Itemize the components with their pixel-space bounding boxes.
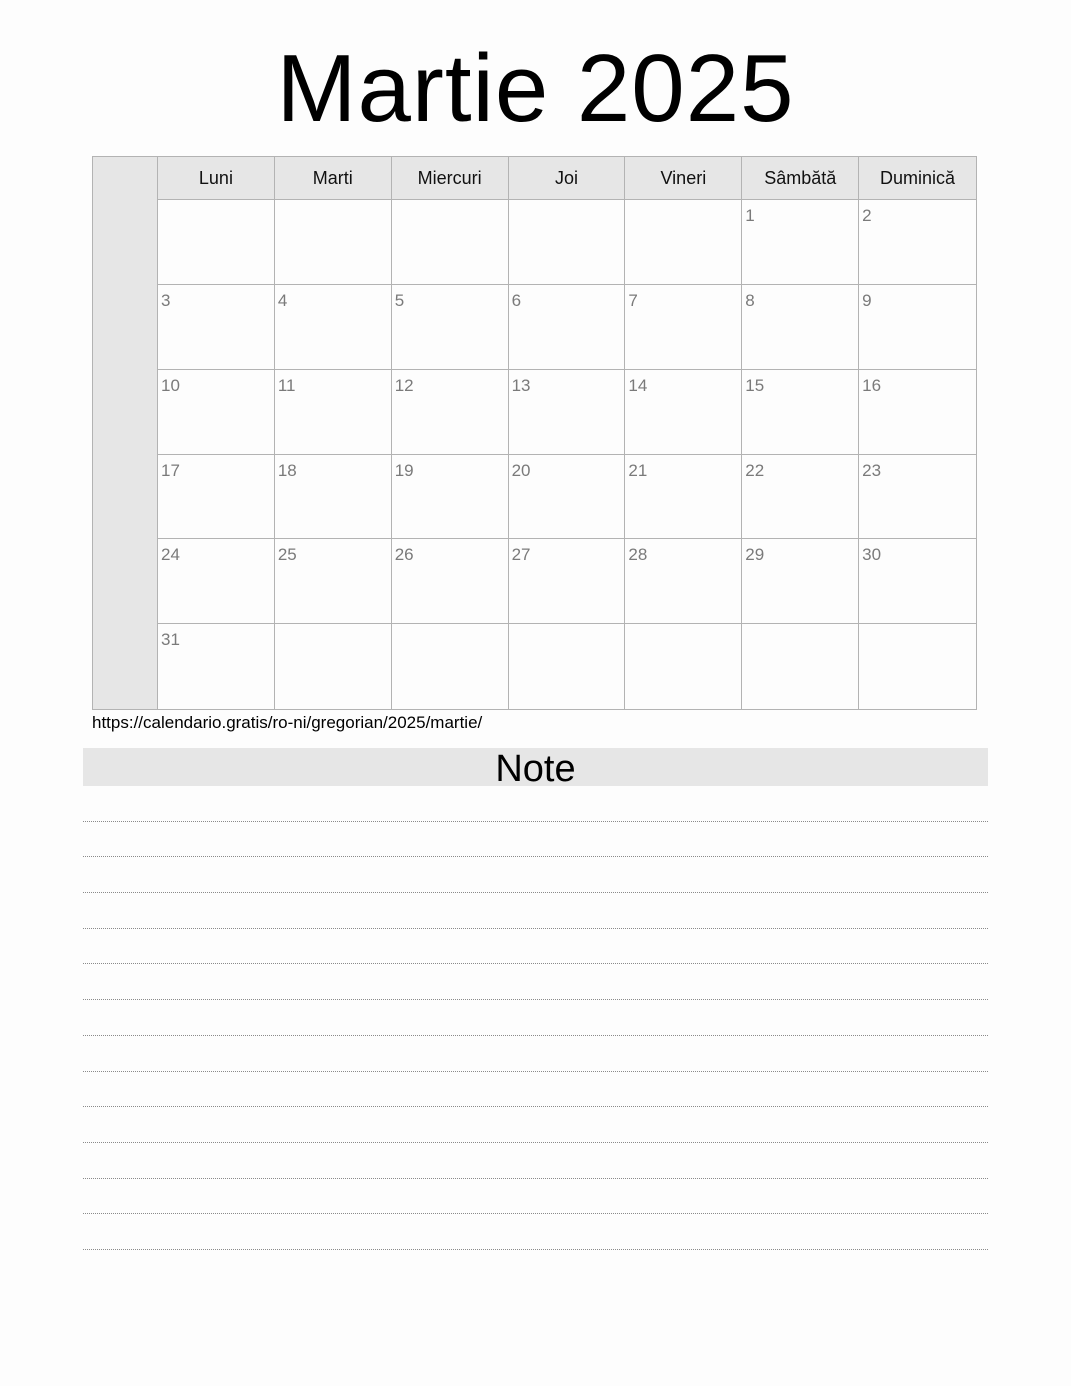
page-title: Martie 2025 — [276, 35, 795, 142]
day-number: 29 — [745, 545, 765, 565]
note-line[interactable] — [83, 1179, 988, 1215]
day-cell[interactable] — [509, 624, 626, 709]
day-cell[interactable] — [275, 370, 392, 455]
day-number: 7 — [628, 290, 638, 310]
day-cell[interactable] — [275, 285, 392, 370]
note-line[interactable] — [83, 964, 988, 1000]
source-url[interactable]: https://calendario.gratis/ro-ni/gregorian/2025/martie/ — [92, 713, 483, 732]
day-number: 23 — [862, 460, 882, 480]
weekday-header: Duminică — [859, 157, 976, 200]
day-cell[interactable] — [158, 200, 275, 285]
day-number: 15 — [745, 375, 765, 395]
notes-title: Note — [83, 748, 988, 786]
day-number: 22 — [745, 460, 765, 480]
day-cell[interactable] — [859, 370, 976, 455]
note-line[interactable] — [83, 1214, 988, 1250]
note-line[interactable] — [83, 857, 988, 893]
day-number: 14 — [628, 375, 648, 395]
note-line[interactable] — [83, 1000, 988, 1036]
day-number: 8 — [745, 290, 755, 310]
note-line[interactable] — [83, 1036, 988, 1072]
note-line[interactable] — [83, 1107, 988, 1143]
day-cell[interactable] — [275, 455, 392, 540]
day-cell[interactable] — [859, 455, 976, 540]
day-number: 21 — [628, 460, 648, 480]
day-number: 3 — [161, 290, 171, 310]
day-number: 11 — [277, 375, 296, 395]
week-number-column — [93, 157, 158, 709]
day-cell[interactable] — [509, 200, 626, 285]
day-cell[interactable] — [509, 539, 626, 624]
day-number: 13 — [511, 375, 531, 395]
day-cell[interactable] — [859, 624, 976, 709]
day-number: 20 — [511, 460, 531, 480]
day-number: 19 — [394, 460, 414, 480]
day-cell[interactable] — [392, 624, 509, 709]
note-line[interactable] — [83, 893, 988, 929]
day-number: 9 — [862, 290, 872, 310]
day-cell[interactable] — [859, 285, 976, 370]
day-cell[interactable] — [275, 200, 392, 285]
day-cell[interactable] — [859, 539, 976, 624]
day-cell[interactable] — [392, 285, 509, 370]
day-number: 12 — [394, 375, 414, 395]
weekday-header: Joi — [509, 157, 626, 200]
day-cell[interactable] — [275, 624, 392, 709]
day-number: 24 — [161, 545, 180, 565]
day-cell[interactable] — [625, 624, 742, 709]
calendar-grid — [92, 156, 977, 710]
day-cell[interactable] — [625, 200, 742, 285]
day-cell[interactable] — [742, 200, 859, 285]
day-number: 18 — [277, 460, 297, 480]
day-cell[interactable] — [392, 539, 509, 624]
day-number: 26 — [394, 545, 414, 565]
note-line[interactable] — [83, 1143, 988, 1179]
day-number: 31 — [161, 630, 180, 650]
day-number: 17 — [161, 460, 180, 480]
day-cell[interactable] — [625, 370, 742, 455]
day-cell[interactable] — [625, 285, 742, 370]
day-cell[interactable] — [625, 539, 742, 624]
day-cell[interactable] — [158, 539, 275, 624]
day-cell[interactable] — [742, 285, 859, 370]
day-cell[interactable] — [625, 455, 742, 540]
day-cell[interactable] — [392, 455, 509, 540]
day-number: 6 — [511, 290, 522, 310]
note-line[interactable] — [83, 1072, 988, 1108]
day-cell[interactable] — [859, 200, 976, 285]
day-cell[interactable] — [158, 624, 275, 709]
day-cell[interactable] — [742, 370, 859, 455]
day-cell[interactable] — [275, 539, 392, 624]
day-cell[interactable] — [392, 200, 509, 285]
weekday-header: Vineri — [625, 157, 742, 200]
day-number: 4 — [277, 290, 288, 310]
day-cell[interactable] — [509, 285, 626, 370]
calendar-days — [158, 157, 976, 709]
day-cell[interactable] — [742, 539, 859, 624]
day-number: 2 — [862, 206, 872, 225]
notes-lines — [83, 786, 988, 1250]
day-cell[interactable] — [158, 370, 275, 455]
day-cell[interactable] — [158, 455, 275, 540]
note-line[interactable] — [83, 822, 988, 858]
day-cell[interactable] — [742, 624, 859, 709]
day-cell[interactable] — [509, 455, 626, 540]
day-number: 28 — [628, 545, 648, 565]
day-cell[interactable] — [509, 370, 626, 455]
day-number: 16 — [862, 375, 882, 395]
day-number: 1 — [745, 206, 755, 225]
day-number: 25 — [277, 545, 297, 565]
weekday-header: Sâmbătă — [742, 157, 859, 200]
day-number: 27 — [511, 545, 531, 565]
weekday-header: Luni — [158, 157, 275, 200]
day-cell[interactable] — [158, 285, 275, 370]
day-number: 10 — [161, 375, 180, 395]
weekday-header: Marti — [275, 157, 392, 200]
day-cell[interactable] — [742, 455, 859, 540]
note-line[interactable] — [83, 929, 988, 965]
note-line[interactable] — [83, 786, 988, 822]
day-cell[interactable] — [392, 370, 509, 455]
day-number: 30 — [862, 545, 882, 565]
day-number: 5 — [394, 290, 405, 310]
weekday-header: Miercuri — [392, 157, 509, 200]
